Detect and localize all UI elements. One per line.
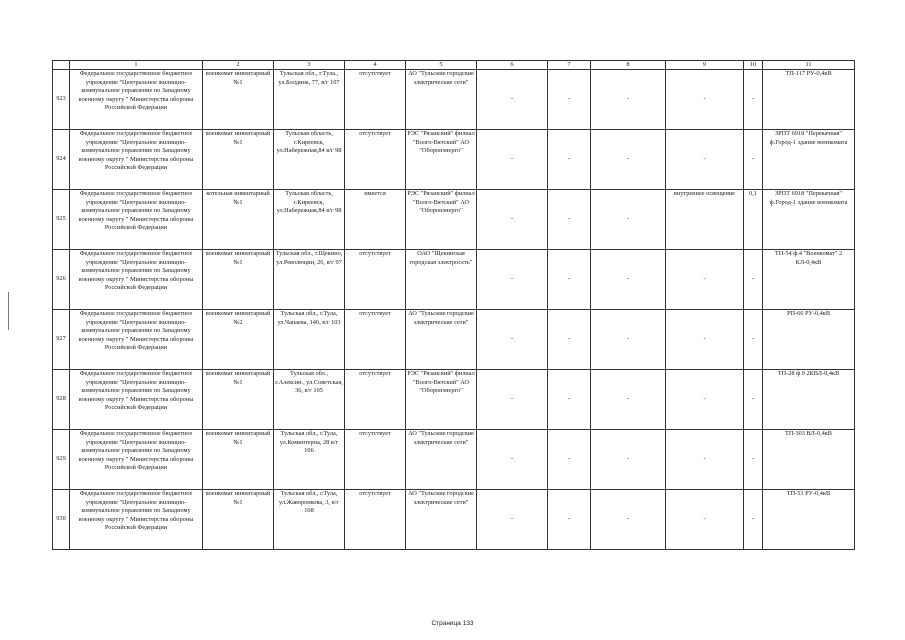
column-4-cell: отсутствует [345, 70, 406, 130]
column-9-cell: - [666, 370, 744, 430]
header-cell: 6 [477, 61, 548, 70]
column-4-cell: отсутствует [345, 490, 406, 550]
owner-cell: Федеральное государственное бюджетное учреждение "Центральное жилищно-коммунальное управление по Западному военному округу " Министерства обороны Российской Федерации [70, 190, 203, 250]
address-cell: Тульская обл., г.Тула, ул.Коминтерна, 28 в/г 106 [274, 430, 345, 490]
connection-point-cell: ТП-303 ВЛ-0,4кВ [763, 430, 855, 490]
header-cell: 5 [406, 61, 477, 70]
owner-cell: Федеральное государственное бюджетное учреждение "Центральное жилищно-коммунальное управление по Западному военному округу " Министерства обороны Российской Федерации [70, 70, 203, 130]
grid-organization-cell: РЭС "Рязанский" филиал "Волго-Вятский" АО "Оборонэнерго" [406, 190, 477, 250]
header-cell: 2 [203, 61, 274, 70]
owner-cell: Федеральное государственное бюджетное учреждение "Центральное жилищно-коммунальное управление по Западному военному округу " Министерства обороны Российской Федерации [70, 310, 203, 370]
row-number: 926 [53, 250, 70, 310]
registry-table [52, 60, 855, 550]
binding-mark [8, 292, 9, 330]
column-10-cell: - [744, 70, 763, 130]
column-4-cell: имеется [345, 190, 406, 250]
table-row [53, 190, 855, 250]
grid-organization-cell: АО "Тульские городские электрические сети" [406, 70, 477, 130]
header-cell: 9 [666, 61, 744, 70]
header-cell: 3 [274, 61, 345, 70]
header-cell: 10 [744, 61, 763, 70]
column-8-cell: - [591, 490, 666, 550]
column-8-cell: - [591, 370, 666, 430]
connection-point-cell: ТП-28 ф.9 2КВЛ-0,4кВ [763, 370, 855, 430]
column-9-cell: - [666, 490, 744, 550]
column-9-cell: - [666, 430, 744, 490]
column-7-cell: - [548, 70, 591, 130]
column-9-cell: внутреннее освещение [666, 190, 744, 250]
column-4-cell: отсутствует [345, 310, 406, 370]
column-7-cell: - [548, 190, 591, 250]
header-cell: 7 [548, 61, 591, 70]
connection-point-cell: ТП-117 РУ-0,4кВ [763, 70, 855, 130]
owner-cell: Федеральное государственное бюджетное учреждение "Центральное жилищно-коммунальное управление по Западному военному округу " Министерства обороны Российской Федерации [70, 130, 203, 190]
connection-point-cell: РП-66 РУ-0,4кВ [763, 310, 855, 370]
column-7-cell: - [548, 130, 591, 190]
table-row [53, 310, 855, 370]
object-cell: военкомат инвентарный №1 [203, 130, 274, 190]
column-7-cell: - [548, 370, 591, 430]
grid-organization-cell: АО "Тульские городские электрические сети" [406, 430, 477, 490]
address-cell: Тульская обл., г.Тула., ул.Болдина, 77, в/г 107 [274, 70, 345, 130]
owner-cell: Федеральное государственное бюджетное учреждение "Центральное жилищно-коммунальное управление по Западному военному округу " Министерства обороны Российской Федерации [70, 250, 203, 310]
column-6-cell: - [477, 190, 548, 250]
column-9-cell: - [666, 250, 744, 310]
object-cell: военкомат инвентарный №1 [203, 370, 274, 430]
object-cell: котельная инвентарный №1 [203, 190, 274, 250]
column-6-cell: - [477, 250, 548, 310]
address-cell: Тульская область, г.Киреевск, ул.Набережная,84 в/г 98 [274, 130, 345, 190]
page-footer: Страница 133 [431, 620, 474, 627]
row-number: 925 [53, 190, 70, 250]
column-6-cell: - [477, 130, 548, 190]
column-9-cell: - [666, 310, 744, 370]
column-8-cell: - [591, 190, 666, 250]
table-row [53, 250, 855, 310]
column-8-cell: - [591, 250, 666, 310]
object-cell: военкомат инвентарный №2 [203, 310, 274, 370]
table-row [53, 130, 855, 190]
address-cell: Тульская обл., г.Щекино, ул.Революции, 26, в/г 97 [274, 250, 345, 310]
column-10-cell: 0,1 [744, 190, 763, 250]
object-cell: военкомат инвентарный №1 [203, 430, 274, 490]
address-cell: Тульская обл., г.Тула, ул.Жаворонкова, 3, в/г 108 [274, 490, 345, 550]
row-number: 928 [53, 370, 70, 430]
table-row [53, 490, 855, 550]
header-cell: 4 [345, 61, 406, 70]
column-number-row [53, 61, 855, 70]
grid-organization-cell: РЭС "Рязанский" филиал "Волго-Вятский" АО "Оборонэнерго" [406, 130, 477, 190]
table-row [53, 430, 855, 490]
grid-organization-cell: АО "Тульские городские электрические сети" [406, 310, 477, 370]
address-cell: Тульская область, г.Киреевск, ул.Набережная,84 в/г 98 [274, 190, 345, 250]
column-4-cell: отсутствует [345, 130, 406, 190]
column-9-cell: - [666, 70, 744, 130]
connection-point-cell: ТП-54 ф.4 "Военкомат" 2 КЛ-0,4кВ [763, 250, 855, 310]
column-10-cell: - [744, 370, 763, 430]
column-4-cell: отсутствует [345, 250, 406, 310]
header-cell: 1 [70, 61, 203, 70]
column-10-cell: - [744, 310, 763, 370]
column-10-cell: - [744, 130, 763, 190]
column-6-cell: - [477, 70, 548, 130]
column-7-cell: - [548, 490, 591, 550]
column-6-cell: - [477, 310, 548, 370]
row-number: 923 [53, 70, 70, 130]
column-9-cell: - [666, 130, 744, 190]
column-7-cell: - [548, 310, 591, 370]
column-10-cell: - [744, 430, 763, 490]
row-number: 924 [53, 130, 70, 190]
object-cell: военкомат инвентарный №1 [203, 250, 274, 310]
column-8-cell: - [591, 130, 666, 190]
row-number: 927 [53, 310, 70, 370]
object-cell: военкомат инвентарный №1 [203, 70, 274, 130]
grid-organization-cell: РЭС "Рязанский" филиал "Волго-Вятский" АО "Оборонэнерго" [406, 370, 477, 430]
column-6-cell: - [477, 430, 548, 490]
column-6-cell: - [477, 370, 548, 430]
header-cell: 11 [763, 61, 855, 70]
owner-cell: Федеральное государственное бюджетное учреждение "Центральное жилищно-коммунальное управление по Западному военному округу " Министерства обороны Российской Федерации [70, 430, 203, 490]
grid-organization-cell: ОАО "Щекинская городская электросеть" [406, 250, 477, 310]
address-cell: Тульская обл., г.Тула, ул.Чапаева, 140, в/г 103 [274, 310, 345, 370]
column-7-cell: - [548, 430, 591, 490]
address-cell: Тульская обл., г.Алексин., ул.Советская, 36, в/г 105 [274, 370, 345, 430]
header-cell-blank [53, 61, 70, 70]
column-8-cell: - [591, 310, 666, 370]
table-row [53, 70, 855, 130]
row-number: 930 [53, 490, 70, 550]
owner-cell: Федеральное государственное бюджетное учреждение "Центральное жилищно-коммунальное управление по Западному военному округу " Министерства обороны Российской Федерации [70, 490, 203, 550]
object-cell: военкомат инвентарный №1 [203, 490, 274, 550]
column-7-cell: - [548, 250, 591, 310]
column-10-cell: - [744, 490, 763, 550]
grid-organization-cell: АО "Тульские городские электрические сети" [406, 490, 477, 550]
column-6-cell: - [477, 490, 548, 550]
connection-point-cell: ЗРПТ 6918 "Перекачная" ф.Город-1 здание военкомата [763, 130, 855, 190]
column-10-cell: - [744, 250, 763, 310]
column-4-cell: отсутствует [345, 370, 406, 430]
row-number: 929 [53, 430, 70, 490]
connection-point-cell: ЗРПТ 6918 "Перекачная" ф.Город-1 здание военкомата [763, 190, 855, 250]
owner-cell: Федеральное государственное бюджетное учреждение "Центральное жилищно-коммунальное управление по Западному военному округу " Министерства обороны Российской Федерации [70, 370, 203, 430]
column-8-cell: - [591, 430, 666, 490]
column-4-cell: отсутствует [345, 430, 406, 490]
header-cell: 8 [591, 61, 666, 70]
column-8-cell: - [591, 70, 666, 130]
connection-point-cell: ТП-53 РУ-0,4кВ [763, 490, 855, 550]
table-row [53, 370, 855, 430]
